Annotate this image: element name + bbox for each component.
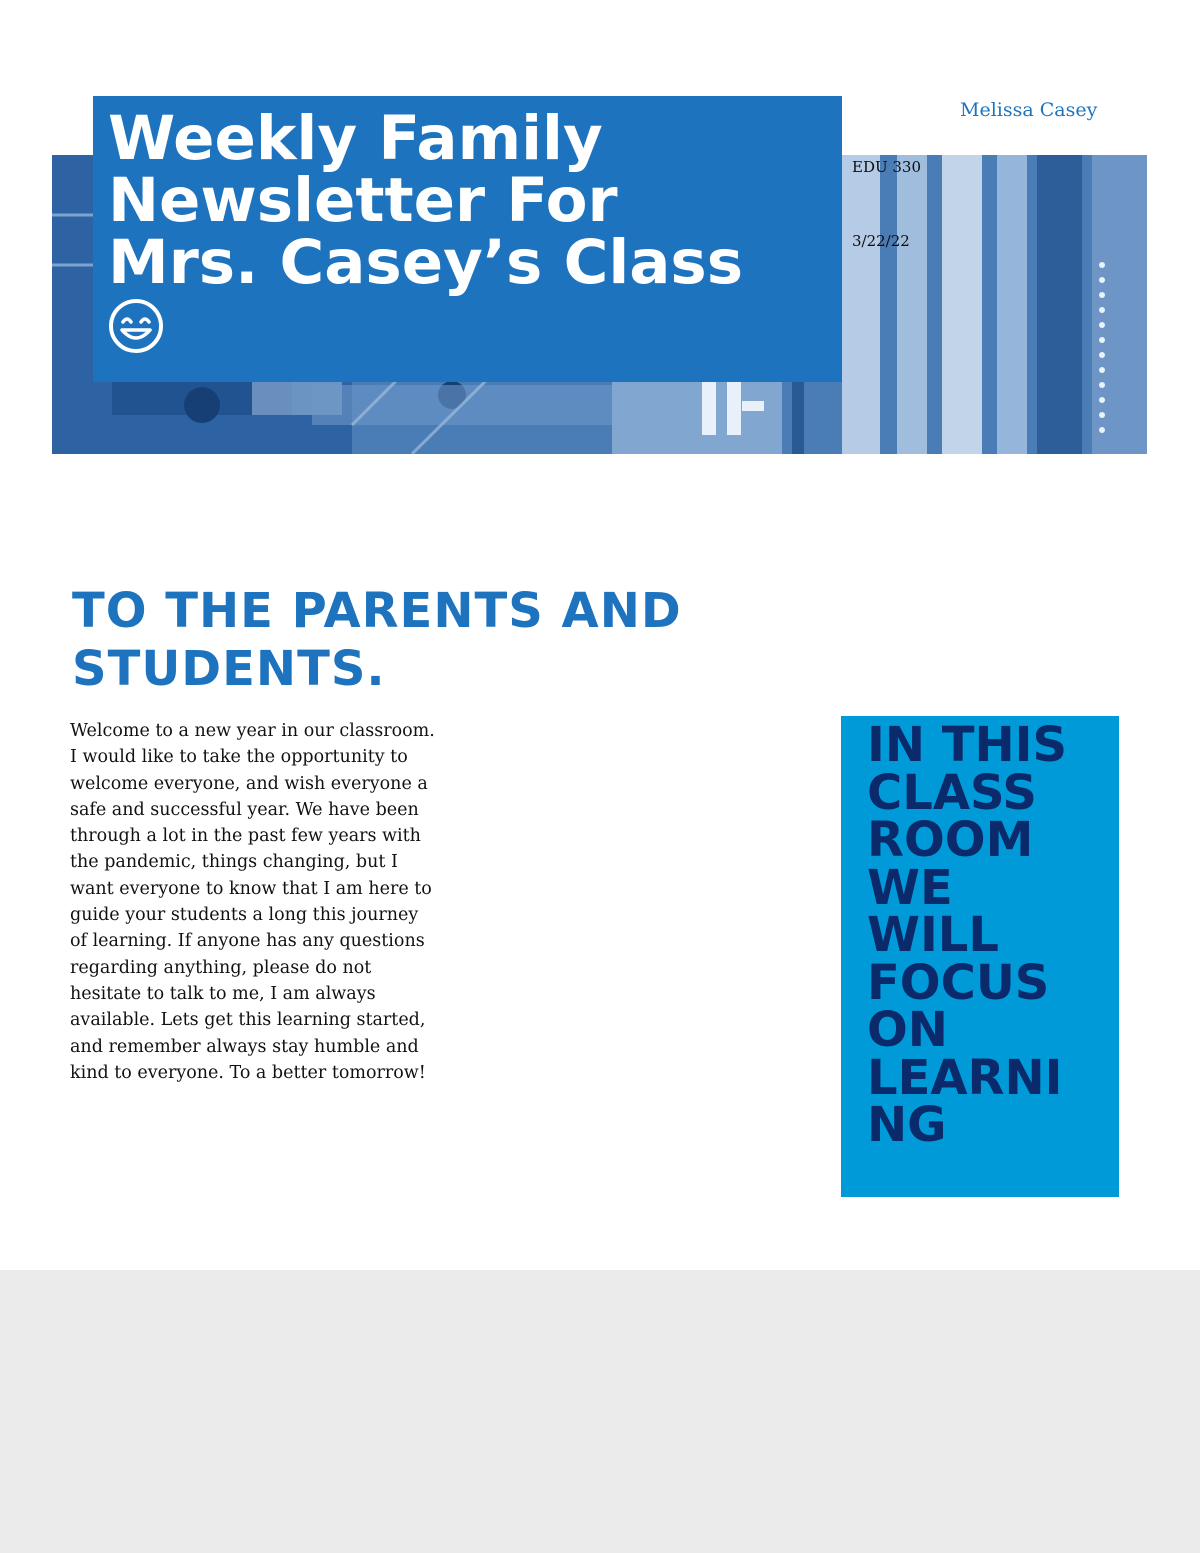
newsletter-title-box: [93, 96, 842, 382]
course-code: EDU 330: [852, 158, 922, 176]
page-footer-band: [0, 1270, 1200, 1553]
section-heading: TO THE PARENTS AND STUDENTS.: [72, 583, 682, 697]
smiley-face-icon: [108, 298, 164, 354]
author-name: Melissa Casey: [960, 99, 1098, 121]
newsletter-date: 3/22/22: [852, 232, 910, 250]
newsletter-title: Weekly Family Newsletter For Mrs. Casey’s Class: [108, 103, 744, 298]
focus-callout-text: IN THIS CLASS ROOM WE WILL FOCUS ON LEARNI NG: [867, 717, 1068, 1153]
welcome-message: Welcome to a new year in our classroom. I would like to take the opportunity to welcome everyone, and wish everyone a safe and successful year. We have been through a lot in the past few years with the pandemic, things changing, but I want everyone to know that I am here to guide your students a long this journey of learning. If anyone has any questions regarding anything, please do not hesitate to talk to me, I am always available. Lets get this learning started, and remember always stay humble and kind to everyone. To a better tomorrow!: [70, 721, 435, 1083]
focus-callout-box: [841, 716, 1119, 1197]
